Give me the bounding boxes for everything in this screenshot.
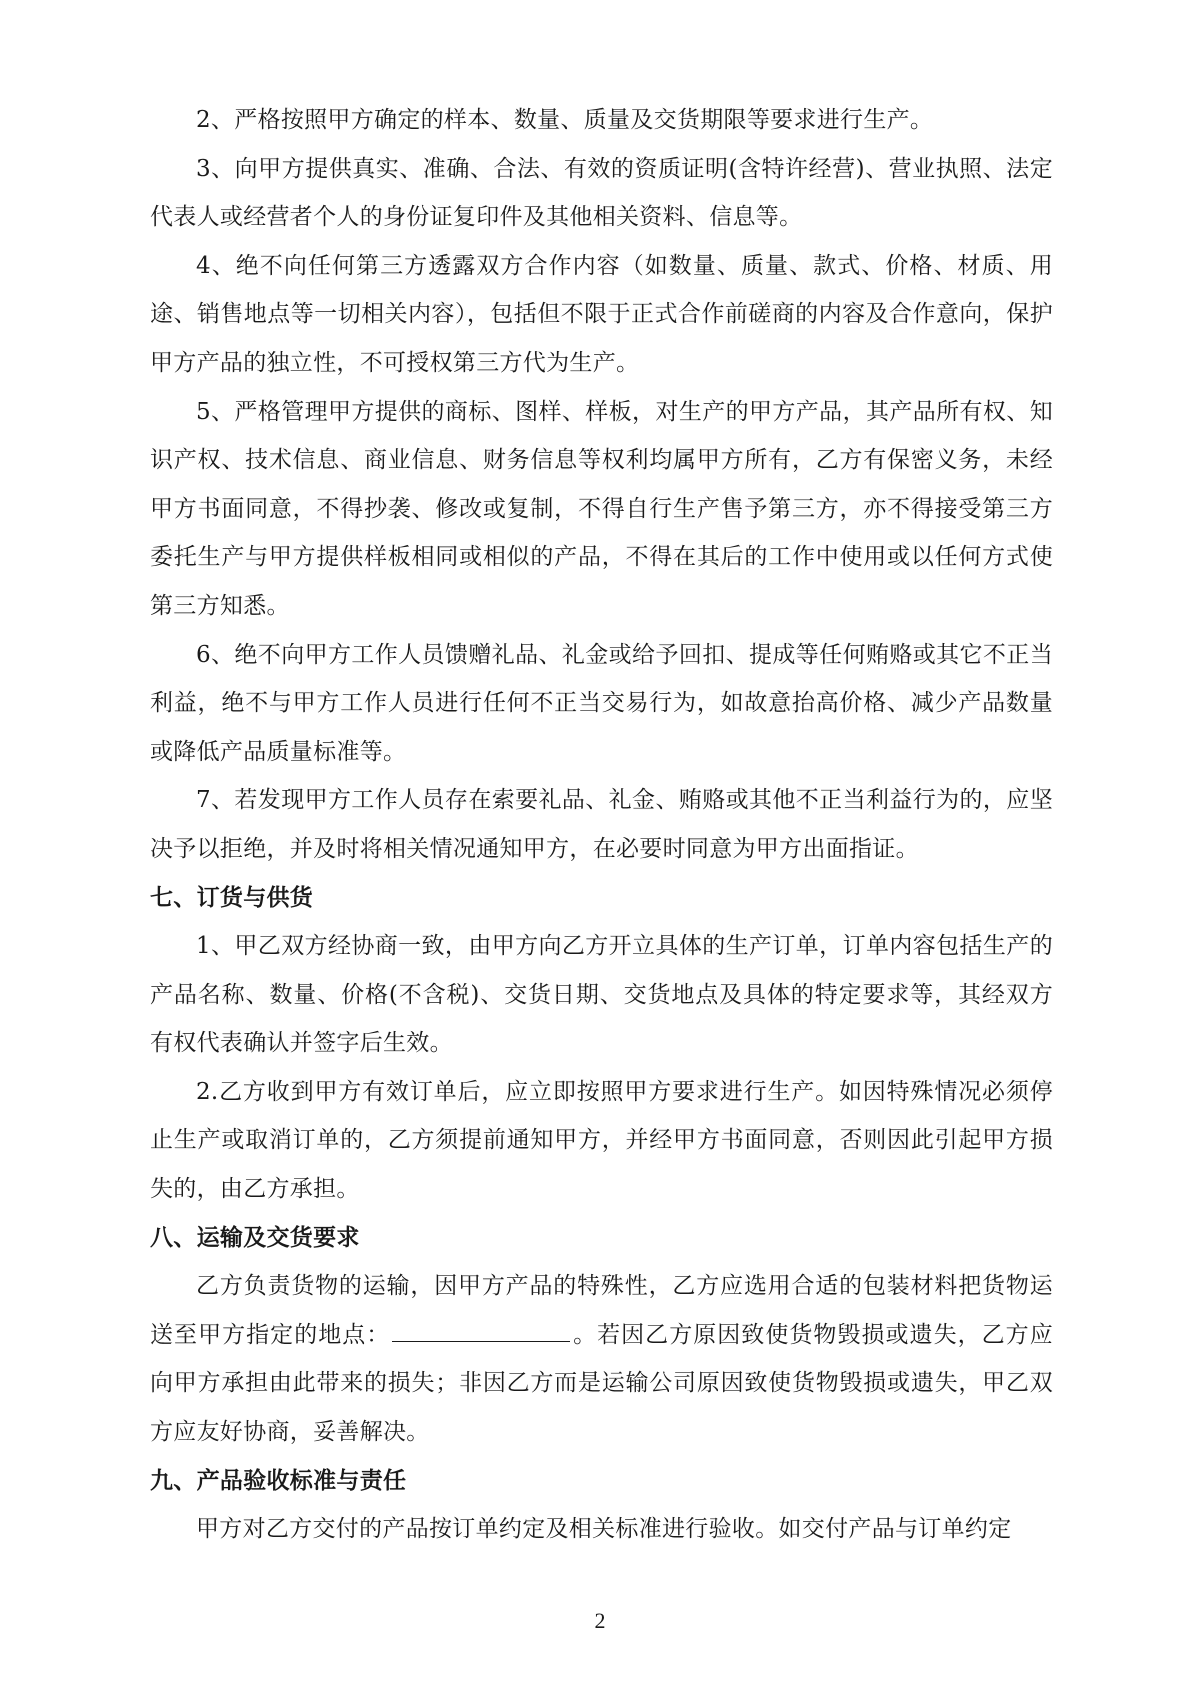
section-8-paragraph <box>150 1262 1053 1456</box>
section-7-clause-1: 1、甲乙双方经协商一致，由甲方向乙方开立具体的生产订单，订单内容包括生产的产品名称、数量、价格(不含税)、交货日期、交货地点及具体的特定要求等，其经双方有权代表确认并签字后生效。 <box>150 933 1053 1057</box>
section-8-text-after-blank: 。若因乙方原因致使货物毁损或遗失，乙方应向甲方承担由此带来的损失；非因乙方而是运输公司原因致使货物毁损或遗失，甲乙双方应友好协商，妥善解决。 <box>150 1321 1054 1446</box>
clause-6: 6、绝不向甲方工作人员馈赠礼品、礼金或给予回扣、提成等任何贿赂或其它不正当利益，绝不与甲方工作人员进行任何不正当交易行为，如故意抬高价格、减少产品数量或降低产品质量标准等。 <box>150 641 1053 765</box>
section-9-heading: 九、产品验收标准与责任 <box>150 1466 407 1494</box>
section-8-text-before-blank: 乙方负责货物的运输，因甲方产品的特殊性，乙方应选用合适的包装材料把货物运送至甲方指定的地点： <box>150 1273 1053 1348</box>
section-9-paragraph: 甲方对乙方交付的产品按订单约定及相关标准进行验收。如交付产品与订单约定 <box>196 1516 1012 1543</box>
clause-5: 5、严格管理甲方提供的商标、图样、样板，对生产的甲方产品，其产品所有权、知识产权、技术信息、商业信息、财务信息等权利均属甲方所有，乙方有保密义务，未经甲方书面同意，不得抄袭、修改或复制，不得自行生产售予第三方，亦不得接受第三方委托生产与甲方提供样板相同或相似的产品，不得在其后的工作中使用或以任何方式使第三方知悉。 <box>150 398 1053 619</box>
document-page <box>150 96 1053 1554</box>
page-number: 2 <box>594 1608 606 1633</box>
section-8-heading: 八、运输及交货要求 <box>150 1223 360 1251</box>
clause-2: 2、严格按照甲方确定的样本、数量、质量及交货期限等要求进行生产。 <box>196 107 934 133</box>
clause-7: 7、若发现甲方工作人员存在索要礼品、礼金、贿赂或其他不正当利益行为的，应坚决予以拒绝，并及时将相关情况通知甲方，在必要时同意为甲方出面指证。 <box>150 787 1053 862</box>
section-7-heading: 七、订货与供货 <box>150 883 314 911</box>
section-7-clause-2: 2.乙方收到甲方有效订单后，应立即按照甲方要求进行生产。如因特殊情况必须停止生产或取消订单的，乙方须提前通知甲方，并经甲方书面同意，否则因此引起甲方损失的，由乙方承担。 <box>150 1078 1053 1203</box>
clause-3: 3、向甲方提供真实、准确、合法、有效的资质证明(含特许经营)、营业执照、法定代表人或经营者个人的身份证复印件及其他相关资料、信息等。 <box>150 155 1053 231</box>
delivery-location-blank[interactable] <box>392 1319 570 1342</box>
clause-4: 4、绝不向任何第三方透露双方合作内容（如数量、质量、款式、价格、材质、用途、销售地点等一切相关内容），包括但不限于正式合作前磋商的内容及合作意向，保护甲方产品的独立性，不可授权第三方代为生产。 <box>150 252 1053 376</box>
